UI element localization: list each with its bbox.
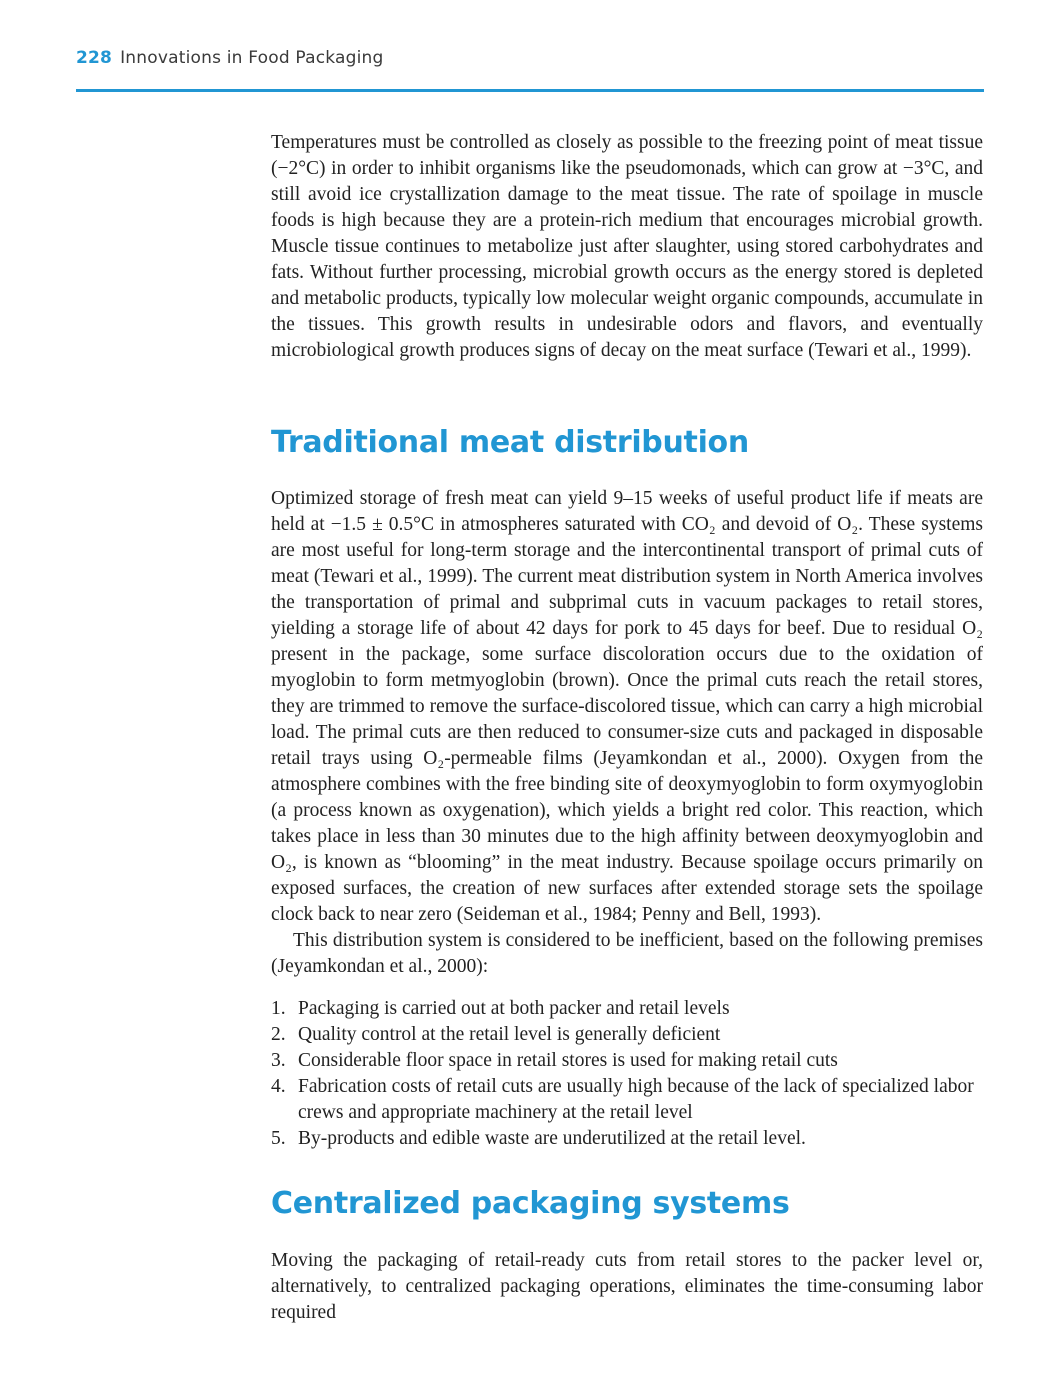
list-item <box>271 1048 985 1074</box>
list-text: Considerable floor space in retail stores is used for making retail cuts <box>298 1050 838 1071</box>
header-rule <box>76 89 984 92</box>
list-item <box>271 1022 985 1048</box>
running-header <box>76 48 384 68</box>
section-heading-centralized-packaging: Centralized packaging systems <box>271 1186 790 1221</box>
list-item <box>271 996 985 1022</box>
list-number: 2. <box>271 1024 286 1045</box>
list-text: Fabrication costs of retail cuts are usually high because of the lack of specialized labor crews and appropriate machinery at the retail level <box>298 1076 974 1123</box>
premises-list <box>271 996 985 1152</box>
section-heading-traditional-distribution: Traditional meat distribution <box>271 425 749 460</box>
list-text: By-products and edible waste are underutilized at the retail level. <box>298 1128 806 1149</box>
list-number: 1. <box>271 998 286 1019</box>
list-number: 5. <box>271 1128 286 1149</box>
list-item <box>271 1126 985 1152</box>
list-item <box>271 1074 985 1126</box>
page-number: 228 <box>76 48 113 68</box>
list-text: Packaging is carried out at both packer and retail levels <box>298 998 730 1019</box>
paragraph-premises: This distribution system is considered to be inefficient, based on the following premises (Jeyamkondan et al., 2000): <box>271 930 983 977</box>
paragraph-spoilage: Temperatures must be controlled as closely as possible to the freezing point of meat tissue (−2°C) in order to inhibit organisms like the pseudomonads, which can grow at −3°C, and still avoid ice crystallization damage to the meat tissue. The rate of spoilage in muscle foods is high because they are a protein-rich medium that encourages microbial growth. Muscle tissue continues to metabolize just after slaughter, using stored carbohydrates and fats. Without further processing, microbial growth occurs as the energy stored is depleted and metabolic products, typically low molecular weight organic compounds, accumulate in the tissues. This growth results in undesirable odors and flavors, and eventually microbiological growth produces signs of decay on the meat surface (Tewari et al., 1999). <box>271 132 983 361</box>
paragraph-centralized: Moving the packaging of retail-ready cuts from retail stores to the packer level or, alternatively, to centralized packaging operations, eliminates the time-consuming labor required <box>271 1250 983 1323</box>
list-number: 3. <box>271 1050 286 1071</box>
paragraph-distribution: Optimized storage of fresh meat can yield 9–15 weeks of useful product life if meats are held at −1.5 ± 0.5°C in atmospheres saturated with CO₂ and devoid of O₂. These systems are most useful for long-term storage and the intercontinental transport of primal cuts of meat (Tewari et al., 1999). The current meat distribution system in North America involves the transportation of primal and subprimal cuts in vacuum packages to retail stores, yielding a storage life of about 42 days for pork to 45 days for beef. Due to residual O₂ present in the package, some surface discoloration occurs due to the oxidation of myoglobin to form metmyoglobin (brown). Once the primal cuts reach the retail stores, they are trimmed to remove the surface-discolored tissue, which can carry a high microbial load. The primal cuts are then reduced to consumer-size cuts and packaged in disposable retail trays using O₂-permeable films (Jeyamkondan et al., 2000). Oxygen from the atmosphere combines with the free binding site of deoxymyoglobin to form oxymyoglobin (a process known as oxygenation), which yields a bright red color. This reaction, which takes place in less than 30 minutes due to the high affinity between deoxymyoglobin and O₂, is known as “blooming” in the meat industry. Because spoilage occurs primarily on exposed surfaces, the creation of new surfaces after extended storage sets the spoilage clock back to near zero (Seideman et al., 1984; Penny and Bell, 1993). <box>271 488 983 925</box>
running-title: Innovations in Food Packaging <box>120 48 384 68</box>
list-text: Quality control at the retail level is generally deficient <box>298 1024 721 1045</box>
list-number: 4. <box>271 1076 286 1097</box>
